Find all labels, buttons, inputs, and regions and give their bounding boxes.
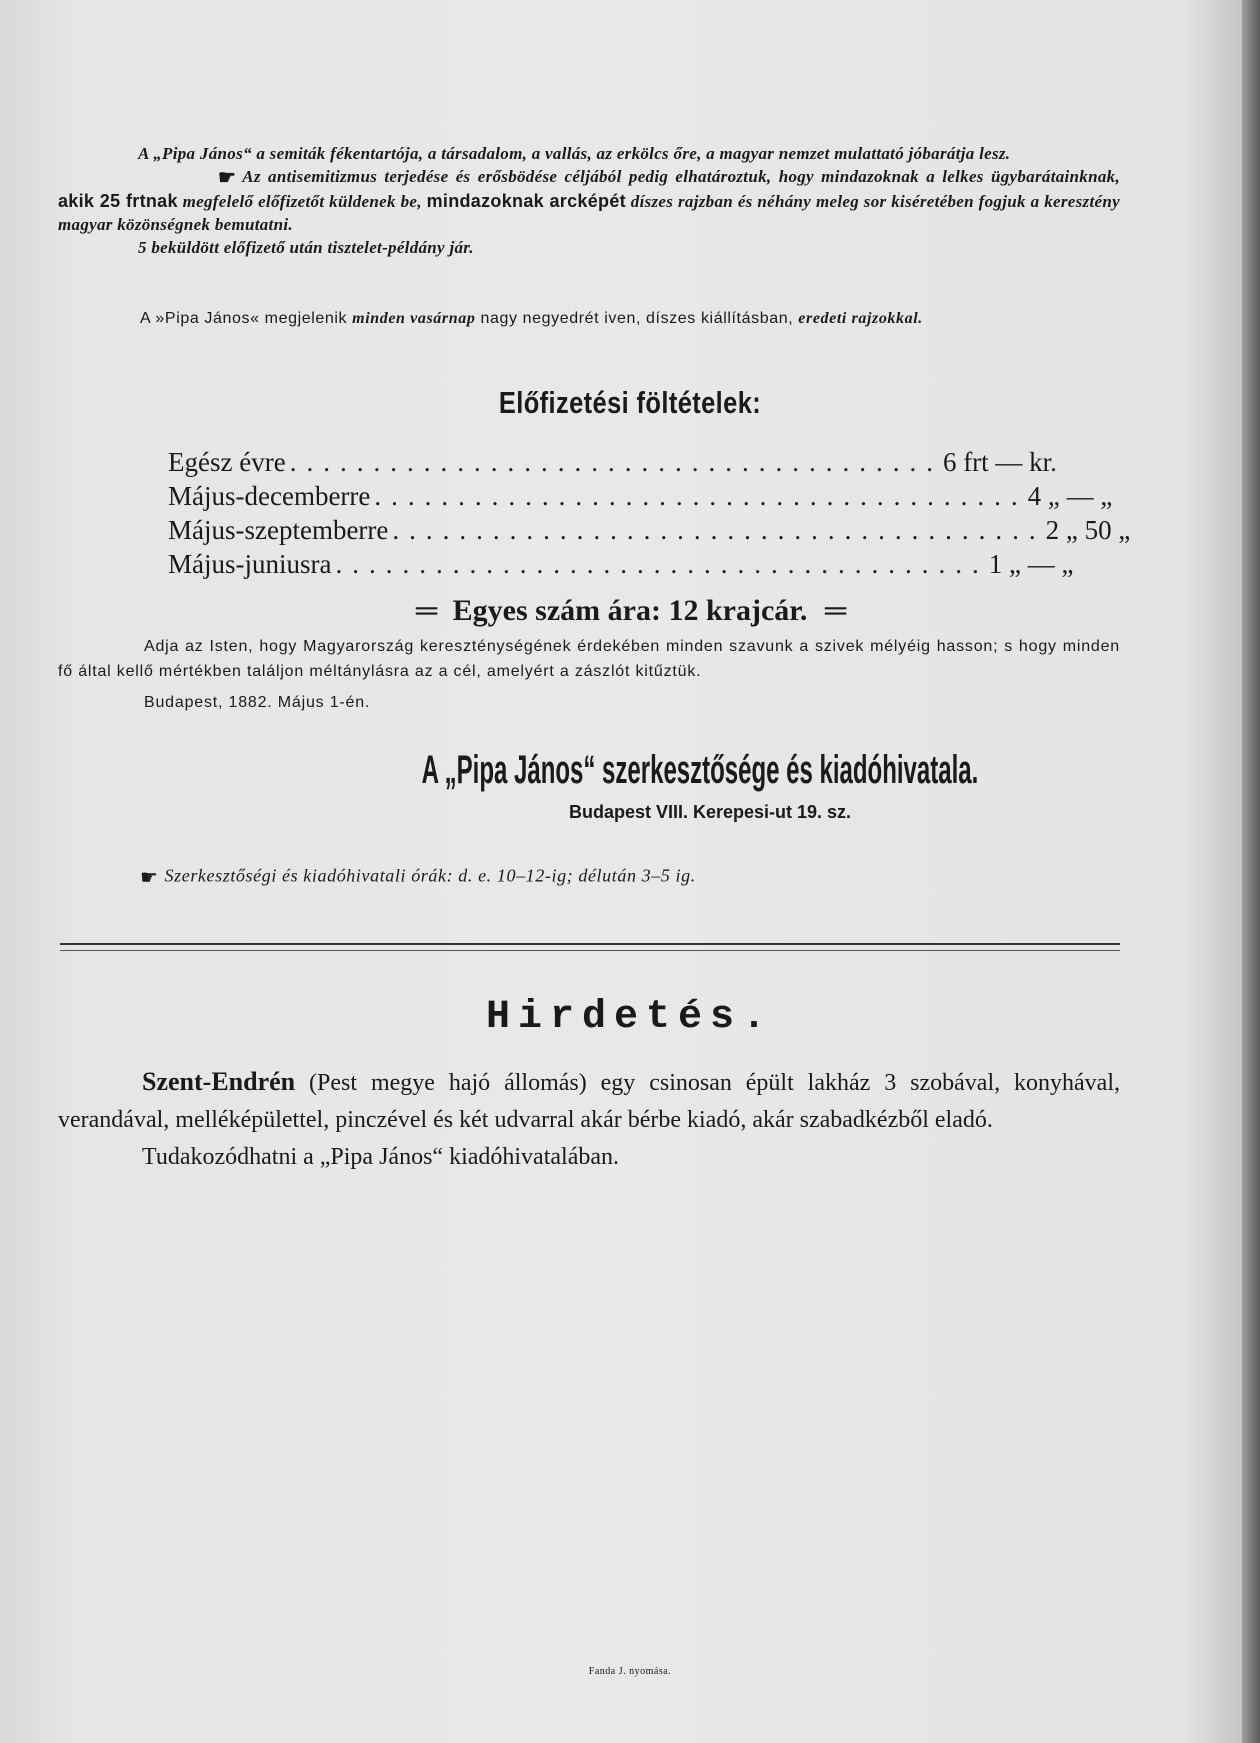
price-label: Május-decemberre: [168, 481, 371, 511]
price-amount: 6 frt — kr.: [942, 447, 1057, 477]
pub-text-a: A »Pipa János« megjelenik: [140, 310, 348, 327]
publication-info: [140, 310, 1120, 328]
intro-complimentary: 5 beküldött előfizető után tisztelet-példány jár.: [138, 237, 474, 257]
ornament-rule: ═: [415, 594, 436, 627]
leader-dots: .......................................: [289, 447, 943, 477]
price-label: Május-juniusra: [168, 549, 332, 579]
offer-text-a: Az antisemitizmus terjedése és erősbödése céljából pedig elhatároztuk, hogy mindazoknak a lelkes ügybarátainknak,: [242, 167, 1120, 186]
price-list: [168, 445, 1131, 581]
office-title: A „Pipa János“ szerkesztősége és kiadóhivatala.: [421, 748, 979, 792]
ornament-rule: ═: [824, 594, 845, 627]
leader-dots: .......................................: [392, 515, 1046, 545]
single-issue-text: Egyes szám ára: 12 krajcár.: [452, 594, 808, 627]
wish-text: Adja az Isten, hogy Magyarország kereszténységének érdekében minden szavunk a szivek mélyéig hasson; s hogy minden fő által kellő mértékben találjon méltánylásra az a cél, amelyért a zászlót kitűztük.: [58, 638, 1120, 680]
advert-place: Szent-Endrén: [142, 1067, 296, 1096]
office-hours-text: Szerkesztőségi és kiadóhivatali órák: d. e. 10–12-ig; délután 3–5 ig.: [164, 865, 696, 886]
price-label: Május-szeptemberre: [168, 515, 389, 545]
advert-body: [58, 1063, 1120, 1176]
advert-inquiry: Tudakozódhatni a „Pipa János“ kiadóhivatalában.: [142, 1144, 619, 1170]
pointing-hand-icon: ☛: [140, 867, 159, 889]
pub-text-d: eredeti rajzokkal.: [798, 310, 923, 327]
intro-offer: [58, 165, 1120, 236]
price-row: [168, 479, 1113, 513]
section-divider: [60, 943, 1120, 951]
intro-line: A „Pipa János“ a semiták fékentartója, a társadalom, a vallás, az erkölcs őre, a magyar nemzet mulattató jóbarátja lesz.: [138, 144, 1011, 163]
leader-dots: .......................................: [335, 549, 989, 579]
price-label: Egész évre: [168, 447, 286, 477]
price-amount: 1 „ — „: [988, 549, 1074, 579]
leader-dots: .......................................: [374, 481, 1028, 511]
editorial-office: [0, 748, 1260, 793]
single-issue-price: [0, 594, 1260, 628]
subscription-heading: Előfizetési föltételek:: [498, 385, 762, 420]
closing-wish: [58, 634, 1120, 715]
advert-text: [58, 1063, 1120, 1139]
offer-text-d: mindazoknak arcképét: [426, 190, 626, 211]
pointing-hand-icon: ☛: [218, 166, 237, 189]
offer-text-c: megfelelő előfizetőt küldenek be,: [182, 191, 422, 211]
price-amount: 4 „ — „: [1027, 481, 1113, 511]
pub-text-c: nagy negyedrét iven, díszes kiállításban,: [480, 310, 794, 327]
advert-title: Hirdetés.: [485, 995, 775, 1040]
intro-section: [58, 142, 1120, 259]
office-hours: [140, 865, 1040, 890]
offer-text-e: díszes rajzban és néhány meleg sor kiséretében fogjuk a keresztény magyar közönségnek bemutatni.: [58, 191, 1120, 234]
price-row: [168, 513, 1131, 547]
office-address: Budapest VIII. Kerepesi-ut 19. sz.: [568, 802, 852, 822]
printer-imprint: Fanda J. nyomása.: [588, 1666, 672, 1677]
page-edge: [1242, 0, 1260, 1743]
advert-description: (Pest megye hajó állomás) egy csinosan épült lakház 3 szobával, konyhával, verandával, melléképülettel, pinczével és két udvarral akár bérbe kiadó, akár szabadkézből eladó.: [58, 1070, 1120, 1133]
pub-text-b: minden vasárnap: [352, 310, 476, 327]
offer-text-b: akik 25 frtnak: [58, 190, 178, 211]
price-row: [168, 445, 1068, 479]
dateline: Budapest, 1882. Május 1-én.: [144, 694, 371, 711]
price-amount: 2 „ 50 „: [1045, 515, 1131, 545]
price-row: [168, 547, 1074, 581]
